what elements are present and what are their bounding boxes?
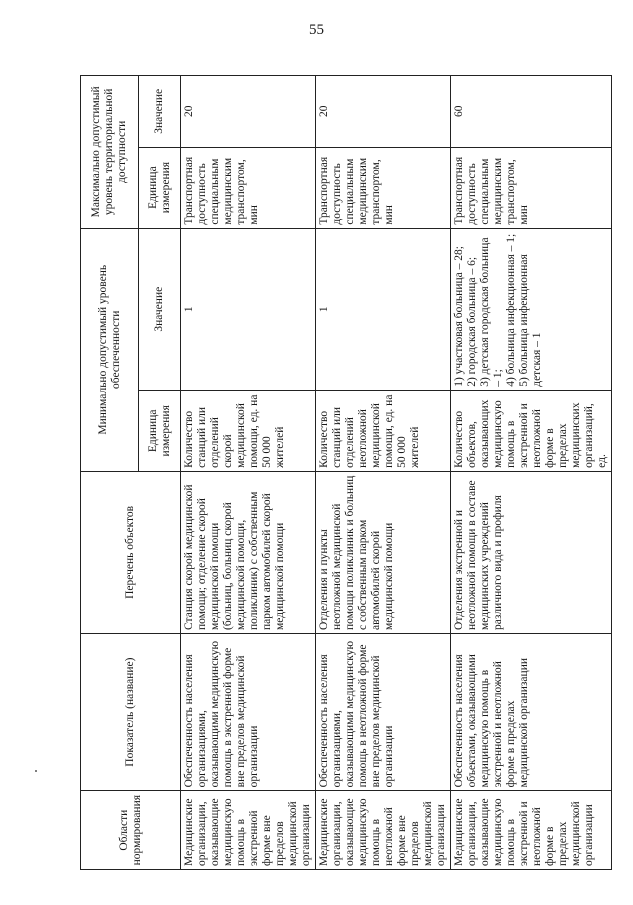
cell-prov-value: 1 (316, 228, 451, 390)
cell-objects: Станция скорой медицинской помощи; отделение скорой медицинской помощи (больниц, больниц скорой медицинской помощи, поликлиник) с собственным парком автомобилей скорой медицинской помощи (181, 471, 316, 633)
cell-acc-unit: Транспортная доступность специальным медицинским транспортом, мин (316, 147, 451, 228)
cell-indicator: Обеспеченность населения организациями, оказывающими медицинскую помощь в неотложной форме вне пределов медицинской организации (316, 633, 451, 790)
cell-prov-value-list: 1) участковая больница – 28; 2) городская больница – 6; 3) детская городская больница – 1; 4) больница инфекционная – 1; 5) больница инфекционная детская – 1 (451, 228, 612, 390)
cell-acc-unit: Транспортная доступность специальным медицинским транспортом, мин (451, 147, 612, 228)
header-acc-unit: Единица измерения (139, 147, 181, 228)
normatives-table (80, 75, 612, 870)
rotated-table-container (80, 75, 608, 870)
table-row (181, 76, 316, 870)
header-prov-unit: Единица измерения (139, 390, 181, 471)
cell-area: Медицинские организации, оказывающие медицинскую помощь в экстренной и неотложной форме в пределах медицинской организации (451, 791, 612, 870)
table-row (316, 76, 451, 870)
cell-acc-value: 60 (451, 76, 612, 148)
header-indicator: Показатель (название) (81, 633, 181, 790)
cell-acc-unit: Транспортная доступность специальным медицинским транспортом, мин (181, 147, 316, 228)
header-objects: Перечень объектов (81, 471, 181, 633)
cell-prov-unit: Количество станций или отделений неотложной медицинской помощи, ед. на 50 000 жителей (316, 390, 451, 471)
header-row-1 (81, 76, 139, 870)
header-accessibility-group: Максимально допустимый уровень территориальной доступности (81, 76, 139, 229)
cell-objects: Отделения экстренной и неотложной помощи в составе медицинских учреждений различного вида и профиля (451, 471, 612, 633)
cell-acc-value: 20 (181, 76, 316, 148)
cell-indicator: Обеспеченность населения организациями, оказывающими медицинскую помощь в экстренной форме вне пределов медицинской организации (181, 633, 316, 790)
cell-objects: Отделения и пункты неотложной медицинской помощи поликлиник и больниц с собственным парком автомобилей скорой медицинской помощи (316, 471, 451, 633)
header-acc-value: Значение (139, 76, 181, 148)
header-area: Области нормирования (81, 791, 181, 870)
cell-indicator: Обеспеченность населения объектами, оказывающими медицинскую помощь в экстренной и неотложной форме в пределах медицинской организации (451, 633, 612, 790)
page-number: 55 (309, 22, 324, 38)
header-prov-value: Значение (139, 228, 181, 390)
cell-prov-value: 1 (181, 228, 316, 390)
scan-speck (35, 770, 37, 772)
cell-prov-unit: Количество станций или отделений скорой медицинской помощи, ед. на 50 000 жителей (181, 390, 316, 471)
cell-prov-unit: Количество объектов, оказывающих медицинскую помощь в экстренной и неотложной форме в пределах медицинских организаций, ед. (451, 390, 612, 471)
cell-acc-value: 20 (316, 76, 451, 148)
header-provision-group: Минимально допустимый уровень обеспеченности (81, 228, 139, 471)
table-row (451, 76, 612, 870)
cell-area: Медицинские организации, оказывающие медицинскую помощь в экстренной форме вне пределов медицинской организации (181, 791, 316, 870)
cell-area: Медицинские организации, оказывающие медицинскую помощь в неотложной форме вне пределов медицинской организации (316, 791, 451, 870)
